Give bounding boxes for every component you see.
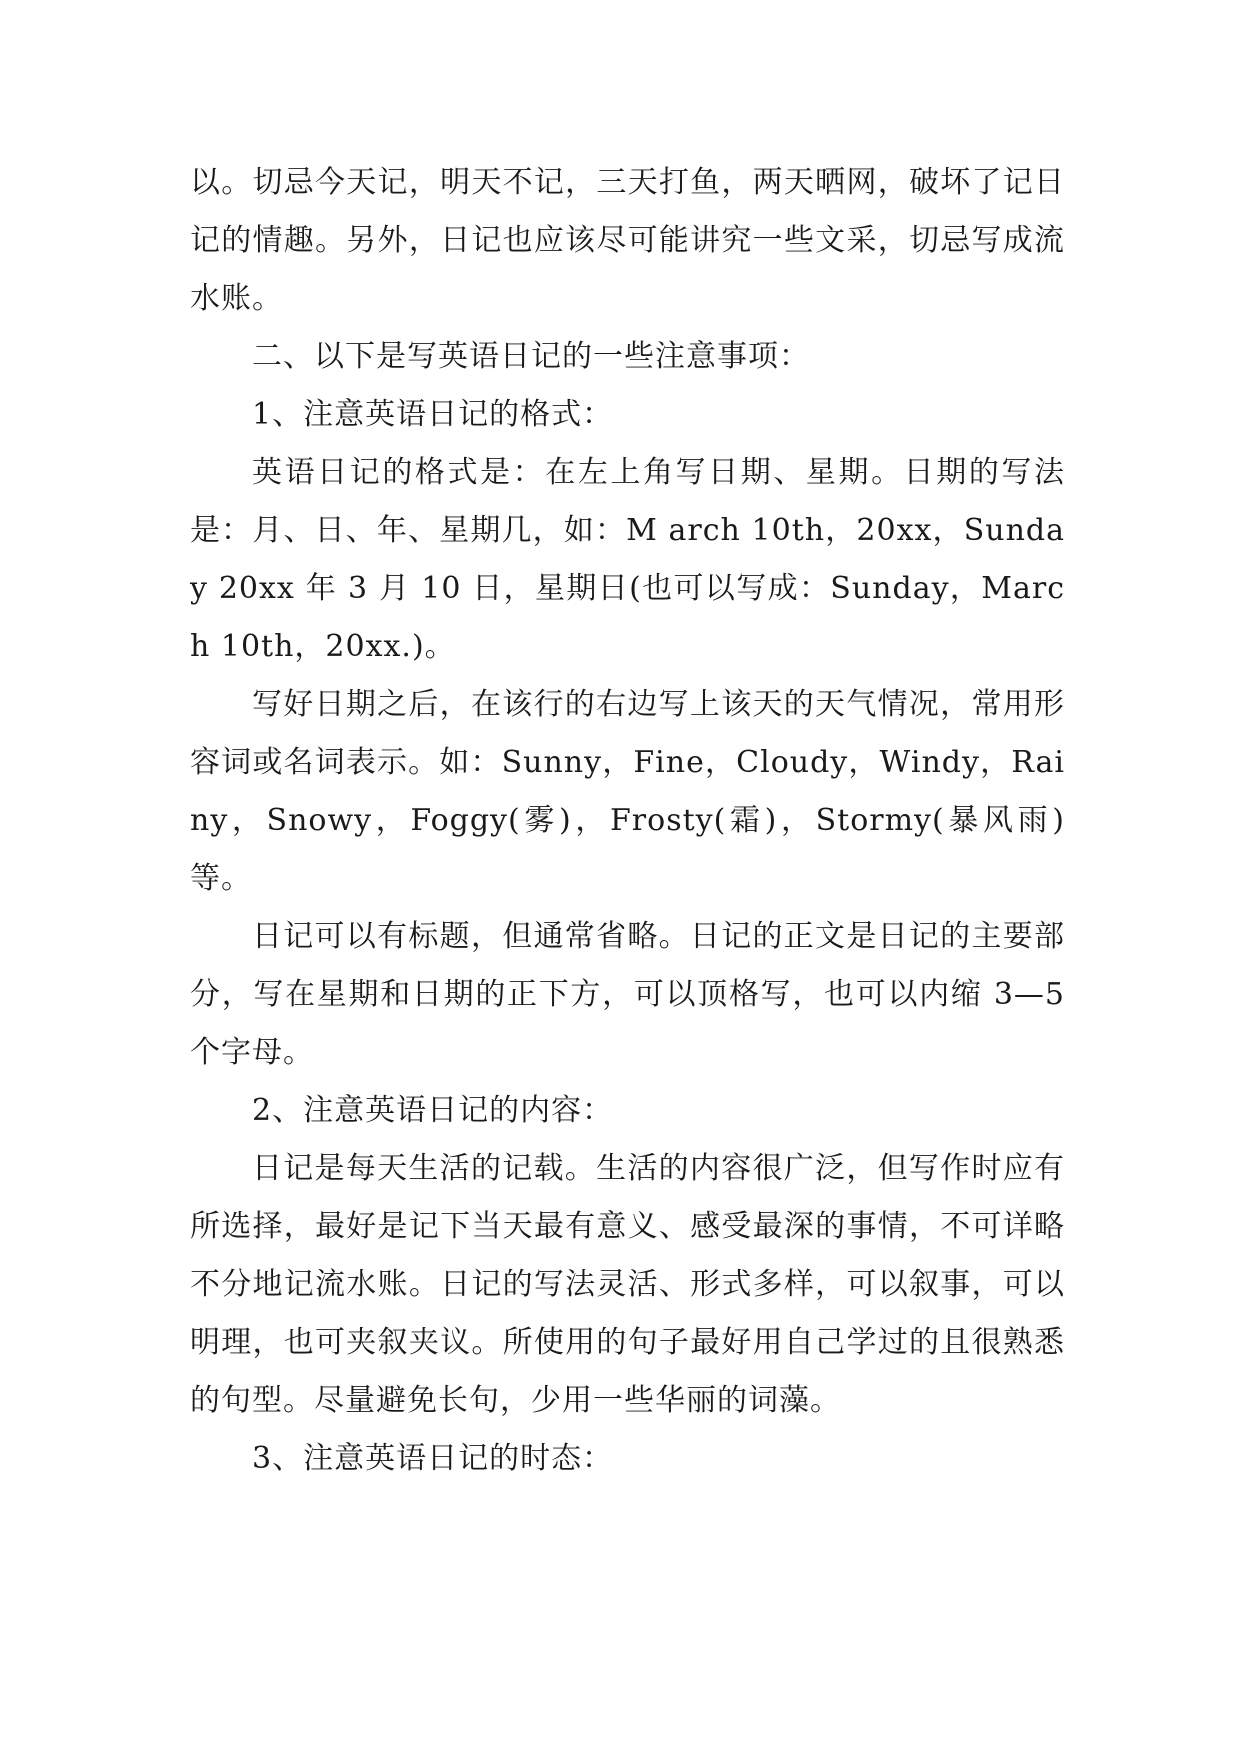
subsection-heading: 1、注意英语日记的格式：: [252, 397, 614, 432]
document-body: [190, 154, 1065, 1488]
paragraph: 以。切忌今天记，明天不记，三天打鱼，两天晒网，破坏了记日记的情趣。另外，日记也应该尽可能讲究一些文采，切忌写成流水账。: [190, 165, 1065, 316]
paragraph: 日记是每天生活的记载。生活的内容很广泛，但写作时应有所选择，最好是记下当天最有意义、感受最深的事情，不可详略不分地记流水账。日记的写法灵活、形式多样，可以叙事，可以明理，也可夹叙夹议。所使用的句子最好用自己学过的且很熟悉的句型。尽量避免长句，少用一些华丽的词藻。: [190, 1151, 1065, 1418]
subsection-heading: 3、注意英语日记的时态：: [252, 1441, 614, 1476]
subsection-heading: 2、注意英语日记的内容：: [252, 1093, 614, 1128]
paragraph: 英语日记的格式是：在左上角写日期、星期。日期的写法是：月、日、年、星期几，如：M arch 10th，20xx，Sunday 20xx 年 3 月 10 日，星期日(也可以写成：Sunday，March 10th，20xx.)。: [190, 455, 1065, 664]
section-heading: 二、以下是写英语日记的一些注意事项：: [252, 339, 810, 374]
paragraph: 日记可以有标题，但通常省略。日记的正文是日记的主要部分，写在星期和日期的正下方，可以顶格写，也可以内缩 3—5 个字母。: [190, 919, 1065, 1070]
paragraph: 写好日期之后，在该行的右边写上该天的天气情况，常用形容词或名词表示。如：Sunny，Fine，Cloudy，Windy，Rainy，Snowy，Foggy(雾)，Frosty(霜)，Stormy(暴风雨)等。: [190, 687, 1065, 896]
